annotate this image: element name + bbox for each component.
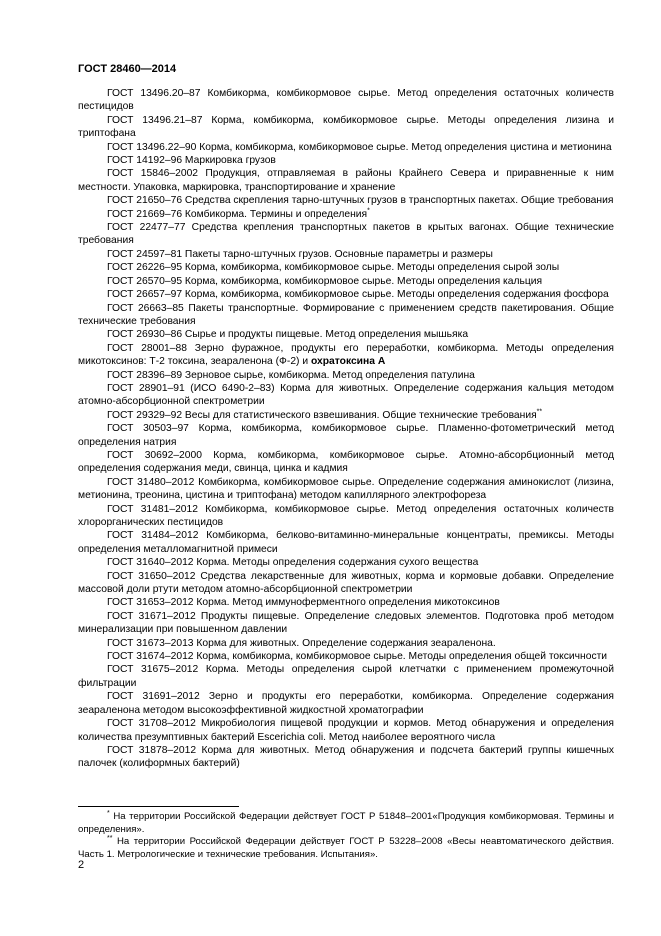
footnote-mark-2: **	[536, 408, 543, 416]
footnote-2-mark: **	[107, 834, 113, 842]
footnote-2-text: На территории Российской Федерации действует ГОСТ Р 53228–2008 «Весы неавтоматического действия. Часть 1. Метрологические и технические требования. Испытания».	[78, 836, 615, 860]
page-number: 2	[78, 859, 85, 871]
list-item	[78, 208, 614, 221]
list-item-text: ГОСТ 29329–92 Весы для статистического взвешивания. Общие технические требования	[107, 409, 537, 421]
list-item: ГОСТ 31675–2012 Корма. Методы определения сырой клетчатки с применением промежуточной фильтрации	[78, 664, 614, 689]
footnote-mark-1: *	[367, 207, 370, 215]
list-item: ГОСТ 28901–91 (ИСО 6490-2–83) Корма для животных. Определение содержания кальция методом атомно-абсорбционной спектрометрии	[78, 382, 614, 408]
footnote-1	[78, 811, 614, 836]
list-item: ГОСТ 14192–96 Маркировка грузов	[107, 155, 276, 167]
references-list	[78, 87, 614, 771]
list-item: ГОСТ 30692–2000 Корма, комбикорма, комбикормовое сырье. Атомно-абсорбционный метод определения содержания меди, свинца, цинка и кадмия	[78, 449, 614, 475]
list-item: ГОСТ 13496.22–90 Корма, комбикорма, комбикормовое сырье. Метод определения цистина и метионина	[107, 141, 612, 153]
list-item: ГОСТ 31691–2012 Зерно и продукты его переработки, комбикорма. Определение содержания зеараленона методом высокоэффективной жидкостной хроматографии	[78, 691, 614, 716]
list-item: ГОСТ 15846–2002 Продукция, отправляемая в районы Крайнего Севера и приравненные к ним местности. Упаковка, маркировка, транспортирование и хранение	[78, 168, 614, 193]
list-item: ГОСТ 26570–95 Корма, комбикорма, комбикормовое сырье. Методы определения кальция	[107, 275, 543, 287]
bold-term: охратоксина А	[310, 356, 386, 368]
footnote-1-text: На территории Российской Федерации действует ГОСТ Р 51848–2001«Продукция комбикормовая. Термины и определения».	[78, 811, 614, 835]
list-item: ГОСТ 31674–2012 Корма, комбикорма, комбикормовое сырье. Методы определения общей токсичности	[107, 651, 608, 663]
list-item: ГОСТ 31640–2012 Корма. Методы определения содержания сухого вещества	[107, 557, 479, 569]
list-item: ГОСТ 24597–81 Пакеты тарно-штучных грузов. Основные параметры и размеры	[107, 248, 493, 260]
list-item-text: ГОСТ 21669–76 Комбикорма. Термины и определения	[107, 208, 368, 220]
list-item: ГОСТ 13496.21–87 Корма, комбикорма, комбикормовое сырье. Методы определения лизина и триптофана	[78, 114, 614, 140]
list-item	[78, 409, 614, 422]
list-item: ГОСТ 31878–2012 Корма для животных. Метод обнаружения и подсчета бактерий группы кишечных палочек (колиформных бактерий)	[78, 744, 614, 770]
footnote-separator	[78, 806, 239, 807]
list-item: ГОСТ 31481–2012 Комбикорма, комбикормовое сырье. Метод определения остаточных количеств хлорорганических пестицидов	[78, 503, 614, 528]
list-item: ГОСТ 28396–89 Зерновое сырье, комбикорма. Метод определения патулина	[107, 369, 475, 381]
list-item: ГОСТ 31650–2012 Средства лекарственные для животных, корма и кормовые добавки. Определение массовой доли ртути методом атомно-абсорбционной спектрометрии	[78, 570, 614, 596]
list-item: ГОСТ 13496.20–87 Комбикорма, комбикормовое сырье. Метод определения остаточных количеств пестицидов	[78, 88, 614, 113]
list-item-text: ГОСТ 28001–88 Зерно фуражное, продукты его переработки, комбикорма. Методы определения микотоксинов: Т-2 токсина, зеараленона (Ф-2) и	[78, 342, 614, 368]
list-item: ГОСТ 31673–2013 Корма для животных. Определение содержания зеараленона.	[107, 637, 496, 649]
list-item: ГОСТ 31653–2012 Корма. Метод иммуноферментного определения микотоксинов	[107, 597, 500, 609]
list-item: ГОСТ 31708–2012 Микробиология пищевой продукции и кормов. Метод обнаружения и определения количества презумптивных бактерий Escerichia coli. Метод наиболее вероятного числа	[78, 718, 614, 743]
list-item: ГОСТ 26663–85 Пакеты транспортные. Формирование с применением средств пакетирования. Общие технические требования	[78, 302, 614, 327]
list-item: ГОСТ 31484–2012 Комбикорма, белково-витаминно-минеральные концентраты, премиксы. Методы определения металломагнитной примеси	[78, 530, 614, 555]
list-item: ГОСТ 22477–77 Средства крепления транспортных пакетов в крытых вагонах. Общие технические требования	[78, 222, 614, 247]
list-item: ГОСТ 26657–97 Корма, комбикорма, комбикормовое сырье. Методы определения содержания фосфора	[107, 289, 609, 301]
list-item: ГОСТ 30503–97 Корма, комбикорма, комбикормовое сырье. Пламенно-фотометрический метод определения натрия	[78, 423, 614, 448]
list-item: ГОСТ 31671–2012 Продукты пищевые. Определение следовых элементов. Подготовка проб методом минерализации при повышенном давлении	[78, 610, 614, 636]
list-item: ГОСТ 21650–76 Средства скрепления тарно-штучных грузов в транспортных пакетах. Общие требования	[107, 195, 614, 207]
list-item: ГОСТ 31480–2012 Комбикорма, комбикормовое сырье. Определение содержания аминокислот (лизина, метионина, треонина, цистина и триптофана) методом капиллярного электрофореза	[78, 476, 614, 502]
footnote-1-mark: *	[107, 809, 110, 817]
list-item	[78, 342, 614, 369]
document-header: ГОСТ 28460—2014	[78, 63, 177, 75]
footnote-2	[78, 836, 614, 861]
list-item: ГОСТ 26930–86 Сырье и продукты пищевые. Метод определения мышьяка	[107, 329, 469, 341]
list-item: ГОСТ 26226–95 Корма, комбикорма, комбикормовое сырье. Методы определения сырой золы	[107, 262, 560, 274]
